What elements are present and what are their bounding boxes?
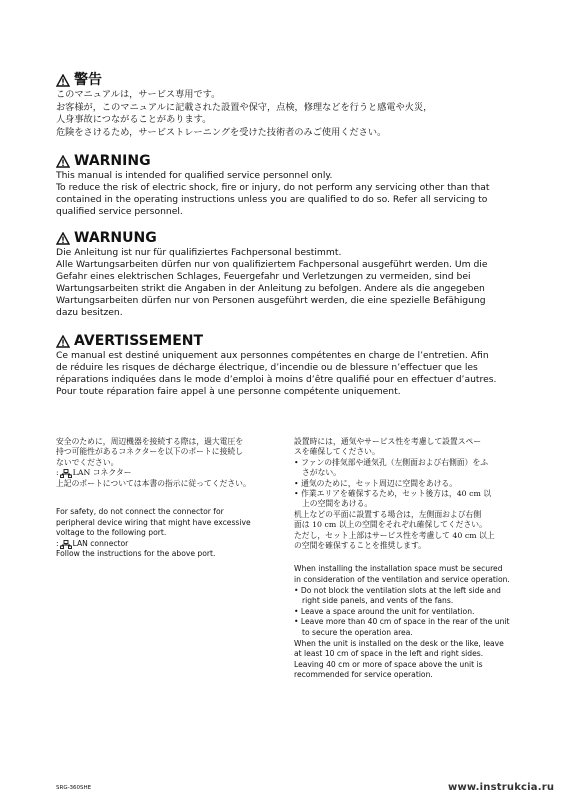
text-line: • Leave more than 40 cm of space in the rear of the unit <box>294 617 510 627</box>
warning-heading-text: AVERTISSEMENT <box>74 333 204 349</box>
text-line: For safety, do not connect the connector for <box>56 507 224 517</box>
warning-heading-en <box>56 153 526 169</box>
text-line: ただし，セット上部はサービス性を考慮して 40 cm 以上 <box>294 530 495 540</box>
text-line: 持つ可能性があるコネクターを以下のポートに接続し <box>56 447 243 457</box>
warning-heading-de <box>56 230 526 246</box>
text-line: de réduire les risques de décharge électrique, d’incendie ou de blessure n’effectuer que les <box>56 362 478 373</box>
text-line: Ce manual est destiné uniquement aux personnes compétentes en charge de l’entretien. Afin <box>56 350 489 361</box>
lan-connector-label: LAN connector <box>72 538 129 548</box>
text-line: 設置時には，通気やサービス性を考慮して設置スペー <box>294 437 482 446</box>
right-column <box>294 437 524 681</box>
text-line: • Do not block the ventilation slots at the left side and <box>294 585 501 595</box>
text-line: 机上などの平面に設置する場合は，左側面および右側 <box>294 509 482 519</box>
warning-heading-text: WARNUNG <box>74 230 157 246</box>
text-line: qualified service personnel. <box>56 206 183 217</box>
text-line: voltage to the following port. <box>56 528 167 538</box>
lan-connector-line-en: : LAN connector <box>56 538 129 548</box>
lan-connector-line-jp: : LAN コネクター <box>56 468 132 478</box>
text-line: このマニュアルは，サービス専用です。 <box>56 89 221 100</box>
left-column <box>56 437 286 560</box>
text-line: 安全のために，周辺機器を接続する際は，過大電圧を <box>56 437 244 446</box>
warning-heading-jp <box>56 74 526 87</box>
text-line: • ファンの排気部や通気孔（左側面および右側面）をふ <box>294 457 489 467</box>
text-line: • 作業エリアを確保するため，セット後方は，40 cm 以 <box>294 489 492 499</box>
text-line: When installing the installation space must be secured <box>294 564 503 574</box>
text-line: Wartungsarbeiten strikt die Angaben in der Anleitung zu befolgen. Andere als die angegeben <box>56 283 485 294</box>
text-line: This manual is intended for qualified service personnel only. <box>56 170 333 181</box>
text-line: • Leave a space around the unit for ventilation. <box>294 606 475 616</box>
warning-heading-fr <box>56 333 526 349</box>
lan-network-icon <box>60 469 72 478</box>
text-line: réparations indiquées dans le mode d’emploi à moins d’être qualifié pour en effectuer d’autres. <box>56 374 497 385</box>
text-line: ないでください。 <box>56 457 119 467</box>
installation-notes-jp <box>294 437 524 551</box>
text-line: 人身事故につながることがあります。 <box>56 114 212 125</box>
text-line: 危険をさけるため，サービストレーニングを受けた技術者のみご使用ください。 <box>56 126 387 138</box>
text-line: To reduce the risk of electric shock, fire or injury, do not perform any servicing other than that <box>56 182 490 193</box>
warning-triangle-icon <box>56 74 70 87</box>
text-line: When the unit is installed on the desk or the like, leave <box>294 638 504 648</box>
text-line: Leaving 40 cm or more of space above the unit is <box>294 659 483 669</box>
text-line: Wartungsarbeiten dürfen nur von Personen ausgeführt werden, die eine spezielle Befähigung <box>56 295 486 306</box>
text-line: Gefahr eines elektrischen Schlages, Feuergefahr und Verletzungen zu vermeiden, sind bei <box>56 271 471 282</box>
warning-heading-text: WARNING <box>74 153 151 169</box>
text-line: right side panels, and vents of the fans. <box>302 596 454 606</box>
text-line: dazu besitzen. <box>56 307 123 318</box>
text-line: 上の空間をあける。 <box>302 499 373 509</box>
warning-section-en <box>56 153 526 218</box>
warning-triangle-icon <box>56 155 70 168</box>
lan-network-icon <box>60 540 72 549</box>
text-line: Alle Wartungsarbeiten dürfen nur von qualifiziertem Fachpersonal ausgeführt werden. Um die <box>56 259 488 270</box>
warning-section-fr <box>56 333 526 398</box>
model-number: SRG-360SHE <box>56 785 92 791</box>
text-line: 上記のポートについては本書の指示に従ってください。 <box>56 478 251 488</box>
installation-notes-en <box>294 564 524 681</box>
text-line: お客様が，このマニュアルに記載された設置や保守，点検，修理などを行うと感電や火災， <box>56 101 433 113</box>
watermark: www.instrukcia.ru <box>448 782 555 793</box>
text-line: Pour toute réparation faire appel à une personne compétente uniquement. <box>56 386 401 397</box>
warning-section-de <box>56 230 526 319</box>
text-line: Die Anleitung ist nur für qualifiziertes Fachpersonal bestimmt. <box>56 247 342 258</box>
text-line: recommended for service operation. <box>294 670 433 680</box>
warning-triangle-icon <box>56 232 70 245</box>
text-line: Follow the instructions for the above port. <box>56 549 216 559</box>
text-line: at least 10 cm of space in the left and right sides. <box>294 649 484 659</box>
text-line: in consideration of the ventilation and service operation. <box>294 575 510 585</box>
text-line: スを確保してください。 <box>294 447 380 457</box>
text-line: の空間を確保することを推奨します。 <box>294 541 426 551</box>
text-line: さがない。 <box>302 468 341 478</box>
text-line: peripheral device wiring that might have excessive <box>56 517 251 527</box>
text-line: contained in the operating instructions unless you are qualified to do so. Refer all servicing to <box>56 194 488 205</box>
warning-heading-text: 警告 <box>74 72 102 89</box>
warning-triangle-icon <box>56 335 70 348</box>
text-line: • 通気のために，セット周辺に空間をあける。 <box>294 478 458 488</box>
text-line: 面は 10 cm 以上の空間をそれぞれ確保してください。 <box>294 520 487 530</box>
lan-connector-label: LAN コネクター <box>72 468 132 478</box>
text-line: to secure the operation area. <box>302 628 413 638</box>
warning-section-jp <box>56 74 526 139</box>
